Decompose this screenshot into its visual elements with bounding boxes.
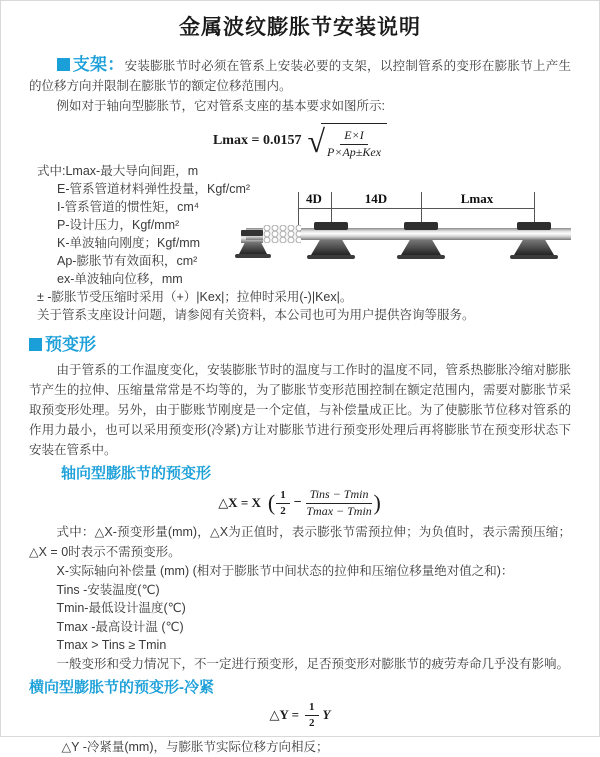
support-cap [314,222,348,230]
preform-heading-text: 预变形 [45,335,96,354]
support-base [307,255,355,259]
close-paren: ) [373,490,381,515]
anchor-pedestal [239,242,267,254]
lateral-note-line: △Y -冷紧量(mm)，与膨胀节实际位移方向相反； [61,740,329,754]
lateral-half-denominator: 2 [309,716,315,729]
temperature-definition-line: Tmin-最低设计温度(℃) [56,601,186,615]
axial-preform-heading: 轴向型膨胀节的预变形 [61,465,212,482]
radical-group [307,123,387,160]
half-denominator: 2 [280,504,286,517]
temperature-fraction-denominator: Tmax − Tmin [306,503,372,518]
support-intro-paragraph [29,55,571,96]
definition-item: ex-单波轴向位移，mm [57,272,183,286]
support-base [510,255,558,259]
support-base [397,255,445,259]
axial-formula-lhs: △X = X [218,495,261,510]
dim-label-4d: 4D [303,191,325,206]
axial-note-line: 一般变形和受力情况下，不一定进行预变形，足否预变形对膨胀节的疲劳寿命几乎没有影响。 [56,656,570,671]
support-pedestal [311,240,351,255]
axial-explain-paragraph: 式中：△X-预变形量(mm)，△X为正值时，表示膨张节需预拉伸；为负值时，表示需预压缩；△X = 0时表示不需预变形。 [29,525,571,559]
lmax-formula [29,122,571,160]
definition-item: ± -膨胀节受压缩时采用（+）|Kex|；拉伸时采用(-)|Kex|。 [37,290,353,304]
sqrt-symbol: √ [307,123,326,159]
pipe-support [510,222,558,262]
support-example-line: 例如对于轴向型膨胀节，它对管系支座的基本要求如图所示: [56,99,385,113]
preform-body-paragraph: 由于管系的工作温度变化，安装膨胀节时的温度与工作时的温度不同，管系热膨胀冷缩对膨胀节产生的拉伸、压缩量常常是不均等的，为了膨胀节变形范围控制在额定范围内，需要对膨胀节采取预变形处理。另外，由于膨账节刚度是一个定值，与补偿量成正比。为了使膨胀节位移对管系的作用力最小，也可以采用预变形(冷紧)方让对膨胀节进行预变形处理后再将膨胀节在预变形状态下安装在管系中。 [29,363,571,457]
lmax-fraction-denominator: P×Ap±Kex [327,144,382,159]
pipe-support [397,222,445,262]
lmax-fraction [327,129,381,160]
temperature-definition-line: Tmax -最高设计温 (℃) [56,619,184,634]
axial-preform-formula [29,486,571,520]
anchor-cap [241,230,263,236]
definition-item: Ap-膨胀节有效面积，cm² [57,254,198,268]
support-cap [517,222,551,230]
one-half-fraction [276,489,290,517]
lateral-preform-formula [29,700,571,730]
dim-label-14d: 14D [362,191,390,206]
support-spacing-diagram [239,186,589,286]
temperature-fraction [306,488,373,519]
radicand [321,123,387,160]
support-cap [404,222,438,230]
anchor-support [235,230,271,262]
half-numerator: 1 [276,489,290,504]
definition-item: 式中:Lmax-最大导向间距，m [37,164,199,178]
axial-x-definition-line: X-实际轴向补偿量 (mm) (相对于膨胀节中间状态的拉伸和压缩位移量绝对值之和)： [56,564,514,578]
definition-item: I-管系管道的惯性矩，cm⁴ [57,200,200,214]
minus-operator: − [293,495,302,510]
dim-label-lmax: Lmax [458,191,497,206]
support-intro-text: 安装膨胀节时必须在管系上安装必要的支架，以控制管系的变形在膨胀节上产生的位移方向并限制在膨胀节的额定位移范围内。 [29,59,571,93]
dimension-line [298,208,534,209]
section-marker-icon [57,58,70,71]
lmax-formula-lhs: Lmax = 0.0157 [212,133,302,148]
definition-item: P-设计压力，Kgf/mm² [57,218,180,232]
anchor-base [235,254,271,258]
definition-item: K-单波轴向刚度；Kgf/mm [57,236,201,250]
temperature-definition-line: Tins -安装温度(℃) [56,582,160,597]
page-title: 金属波纹膨胀节安装说明 [179,16,421,39]
definition-item: 关于管系支座设计问题，请参阅有关资料，本公司也可为用户提供咨询等服务。 [37,308,475,322]
support-pedestal [401,240,441,255]
temperature-fraction-numerator: Tins − Tmin [306,488,373,504]
pipe-support [307,222,355,262]
lateral-formula-rhs: Y [322,707,331,722]
temperature-relation-line: Tmax > Tins ≥ Tmin [56,638,167,652]
preform-section-heading [29,333,571,357]
definition-item: E-管系管道材料弹性投量，Kgf/cm² [57,182,251,196]
support-pedestal [514,240,554,255]
open-paren: ( [267,490,276,515]
lateral-formula-lhs: △Y = [269,707,300,722]
lateral-half-numerator: 1 [305,701,319,716]
section-marker-icon [29,338,42,351]
lmax-fraction-numerator: E×I [340,129,367,145]
lateral-half-fraction [305,701,319,729]
definitions-and-diagram [29,162,571,328]
support-section-label: 支架： [72,55,125,74]
lateral-preform-heading: 横向型膨胀节的预变形-冷紧 [29,679,214,696]
